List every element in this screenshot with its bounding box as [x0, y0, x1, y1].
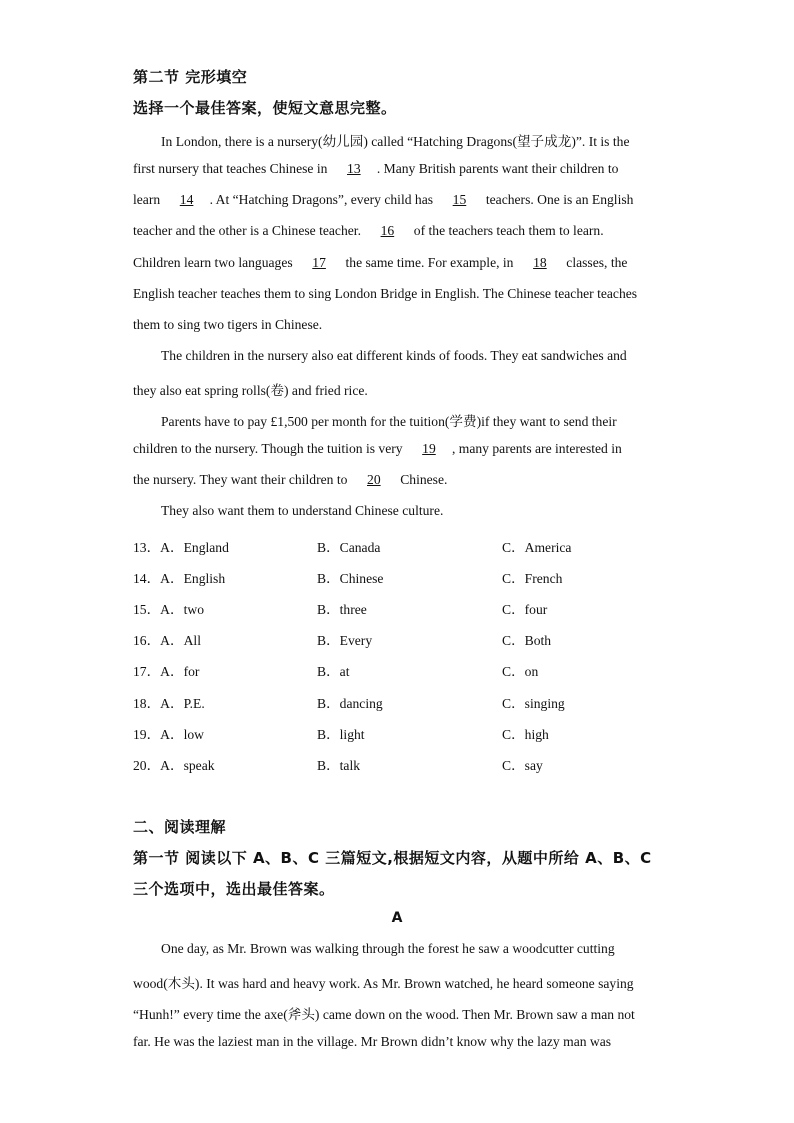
option-b[interactable]: B．three — [317, 602, 367, 617]
question-row — [133, 692, 693, 712]
section-title: 第二节 完形填空 — [133, 68, 248, 86]
option-a[interactable]: 13．A．England — [133, 540, 229, 555]
option-c[interactable]: C．French — [502, 571, 563, 586]
blank-14: 14 — [179, 192, 194, 207]
option-c[interactable]: C．four — [502, 602, 548, 617]
blank-17: 17 — [312, 255, 326, 270]
blank-13: 13 — [347, 161, 361, 176]
question-row — [133, 567, 693, 587]
question-row — [133, 629, 693, 649]
question-row — [133, 754, 693, 774]
section-instruction: 第一节 阅读以下 A、B、C 三篇短文,根据短文内容，从题中所给 A、B、C — [133, 849, 652, 867]
option-a[interactable]: 20．A．speak — [133, 758, 215, 773]
section-instruction: 选择一个最佳答案，使短文意思完整。 — [133, 99, 397, 117]
option-c[interactable]: C．Both — [502, 633, 552, 648]
passage-line: In London, there is a nursery(幼儿园) called “Hatching Dragons(望子成龙)”. It is the — [161, 134, 630, 149]
passage-line: English teacher teaches them to sing London Bridge in English. The Chinese teacher teaches — [133, 286, 638, 301]
option-a[interactable]: 16．A．All — [133, 633, 201, 648]
blank-20: 20 — [367, 472, 381, 487]
passage-line: One day, as Mr. Brown was walking through the forest he saw a woodcutter cutting — [161, 941, 615, 956]
question-row — [133, 536, 693, 556]
passage-label: A — [391, 910, 403, 926]
passage-line: children to the nursery. Though the tuition is very 19 , many parents are interested in — [133, 441, 622, 456]
blank-16: 16 — [380, 223, 395, 238]
option-a[interactable]: 14．A．English — [133, 571, 226, 586]
passage-line: far. He was the laziest man in the village. Mr Brown didn’t know why the lazy man was — [133, 1034, 612, 1049]
option-c[interactable]: C．singing — [502, 696, 565, 711]
option-a[interactable]: 17．A．for — [133, 664, 200, 679]
passage-line: learn 14 . At “Hatching Dragons”, every child has 15 teachers. One is an English — [133, 192, 634, 207]
question-row — [133, 723, 693, 743]
passage-line: them to sing two tigers in Chinese. — [133, 317, 323, 332]
passage-line: Children learn two languages 17 the same time. For example, in 18 classes, the — [133, 255, 628, 270]
question-row — [133, 660, 693, 680]
option-b[interactable]: B．light — [317, 727, 365, 742]
section-title: 二、阅读理解 — [133, 818, 227, 836]
option-b[interactable]: B．dancing — [317, 696, 383, 711]
question-row — [133, 598, 693, 618]
option-c[interactable]: C．on — [502, 664, 539, 679]
option-b[interactable]: B．at — [317, 664, 350, 679]
passage-line: wood(木头). It was hard and heavy work. As Mr. Brown watched, he heard someone saying — [133, 976, 634, 991]
passage-line: teacher and the other is a Chinese teacher. 16 of the teachers teach them to learn. — [133, 223, 604, 238]
option-b[interactable]: B．Canada — [317, 540, 381, 555]
option-b[interactable]: B．talk — [317, 758, 361, 773]
option-b[interactable]: B．Every — [317, 633, 373, 648]
passage-line: They also want them to understand Chinese culture. — [161, 503, 444, 518]
blank-15: 15 — [452, 192, 467, 207]
passage-line: “Hunh!” every time the axe(斧头) came down on the wood. Then Mr. Brown saw a man not — [133, 1007, 635, 1022]
blank-19: 19 — [422, 441, 436, 456]
option-c[interactable]: C．say — [502, 758, 543, 773]
option-a[interactable]: 18．A．P.E. — [133, 696, 205, 711]
passage-line: the nursery. They want their children to 20 Chinese. — [133, 472, 448, 487]
blank-18: 18 — [533, 255, 547, 270]
passage-line: they also eat spring rolls(卷) and fried rice. — [133, 383, 368, 398]
option-c[interactable]: C．high — [502, 727, 549, 742]
passage-line: first nursery that teaches Chinese in 13 . Many British parents want their children to — [133, 161, 619, 176]
passage-line: Parents have to pay £1,500 per month for the tuition(学费)if they want to send their — [161, 414, 617, 429]
passage-line: The children in the nursery also eat different kinds of foods. They eat sandwiches and — [161, 348, 627, 363]
option-b[interactable]: B．Chinese — [317, 571, 384, 586]
section-instruction: 三个选项中，选出最佳答案。 — [133, 880, 335, 898]
option-a[interactable]: 19．A．low — [133, 727, 204, 742]
option-a[interactable]: 15．A．two — [133, 602, 204, 617]
option-c[interactable]: C．America — [502, 540, 572, 555]
